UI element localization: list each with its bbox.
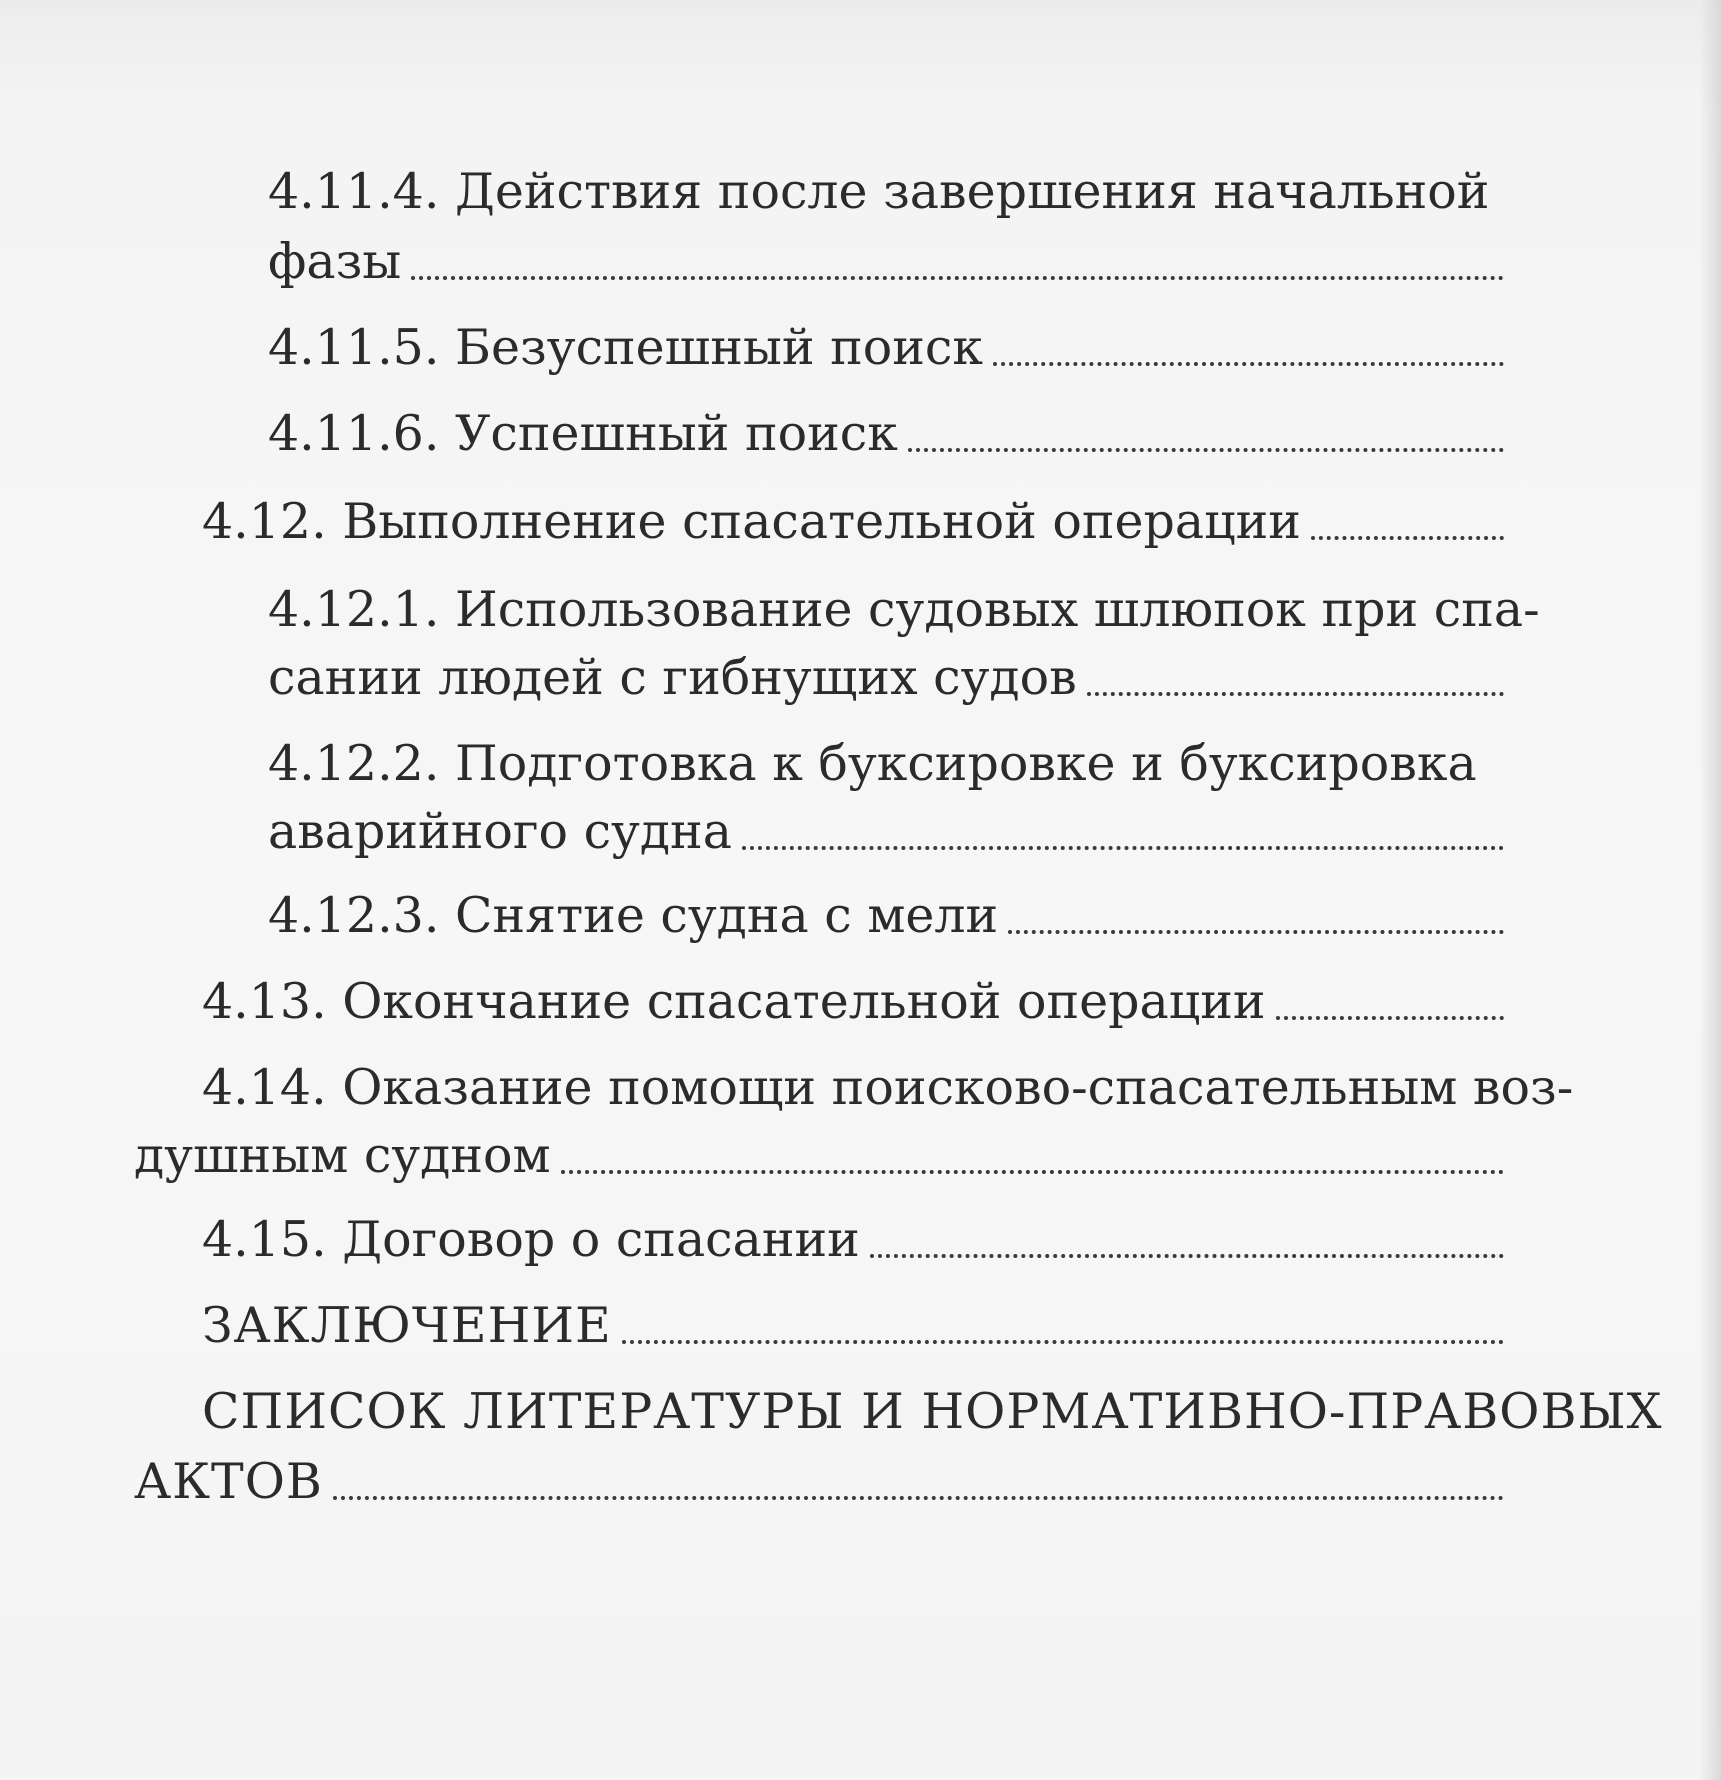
dot-leader bbox=[742, 846, 1504, 850]
toc-entry-title-line: 4.11.6. Успешный поиск bbox=[268, 405, 898, 462]
toc-leader-line bbox=[268, 406, 1518, 462]
dot-leader bbox=[333, 1496, 1504, 1500]
toc-leader-line bbox=[268, 888, 1518, 944]
toc-leader-line bbox=[202, 494, 1518, 550]
toc-leader-line bbox=[134, 1128, 1518, 1184]
dot-leader bbox=[1008, 930, 1504, 934]
dot-leader bbox=[1276, 1016, 1504, 1020]
toc-entry-title-line: 4.11.4. Действия после завершения начальной bbox=[268, 163, 1490, 220]
dot-leader bbox=[561, 1170, 1504, 1174]
dot-leader bbox=[622, 1340, 1504, 1344]
toc-leader-line bbox=[202, 1212, 1518, 1268]
toc-entry-title-line: душным судном bbox=[134, 1127, 551, 1184]
toc-leader-line bbox=[202, 974, 1518, 1030]
dot-leader bbox=[908, 448, 1504, 452]
dot-leader bbox=[1311, 536, 1504, 540]
toc-leader-line bbox=[134, 1454, 1518, 1510]
page-edge-shadow bbox=[1699, 0, 1721, 1780]
toc-entry-title-line: 4.12.1. Использование судовых шлюпок при спа- bbox=[268, 581, 1540, 638]
toc-entry-title-line: 4.14. Оказание помощи поисково-спасательным воз- bbox=[202, 1059, 1574, 1116]
toc-entry-title-line: 4.12.2. Подготовка к буксировке и буксировка bbox=[268, 735, 1477, 792]
toc-leader-line bbox=[268, 804, 1518, 860]
toc-entry-title-line: 4.11.5. Безуспешный поиск bbox=[268, 319, 983, 376]
toc-entry-title-line: сании людей с гибнущих судов bbox=[268, 649, 1077, 706]
toc-entry-title-line: СПИСОК ЛИТЕРАТУРЫ И НОРМАТИВНО-ПРАВОВЫХ bbox=[202, 1383, 1663, 1440]
toc-leader-line bbox=[268, 320, 1518, 376]
toc-entry-title-line: 4.13. Окончание спасательной операции bbox=[202, 973, 1266, 1030]
toc-entry-title-line: ЗАКЛЮЧЕНИЕ bbox=[202, 1297, 612, 1354]
dot-leader bbox=[993, 362, 1504, 366]
toc-entry-title-line: фазы bbox=[268, 233, 402, 290]
toc-entry-title-line: 4.12.3. Снятие судна с мели bbox=[268, 887, 999, 944]
toc-entry-title-line: аварийного судна bbox=[268, 803, 732, 860]
toc-leader-line bbox=[268, 650, 1518, 706]
toc-entry-title-line: 4.15. Договор о спасании bbox=[202, 1211, 860, 1268]
dot-leader bbox=[411, 276, 1504, 280]
toc-entry-title-line: АКТОВ bbox=[134, 1453, 323, 1510]
toc-entry-title-line: 4.12. Выполнение спасательной операции bbox=[202, 493, 1301, 550]
dot-leader bbox=[1087, 692, 1504, 696]
toc-leader-line bbox=[268, 234, 1518, 290]
toc-leader-line bbox=[202, 1298, 1518, 1354]
dot-leader bbox=[870, 1254, 1504, 1258]
